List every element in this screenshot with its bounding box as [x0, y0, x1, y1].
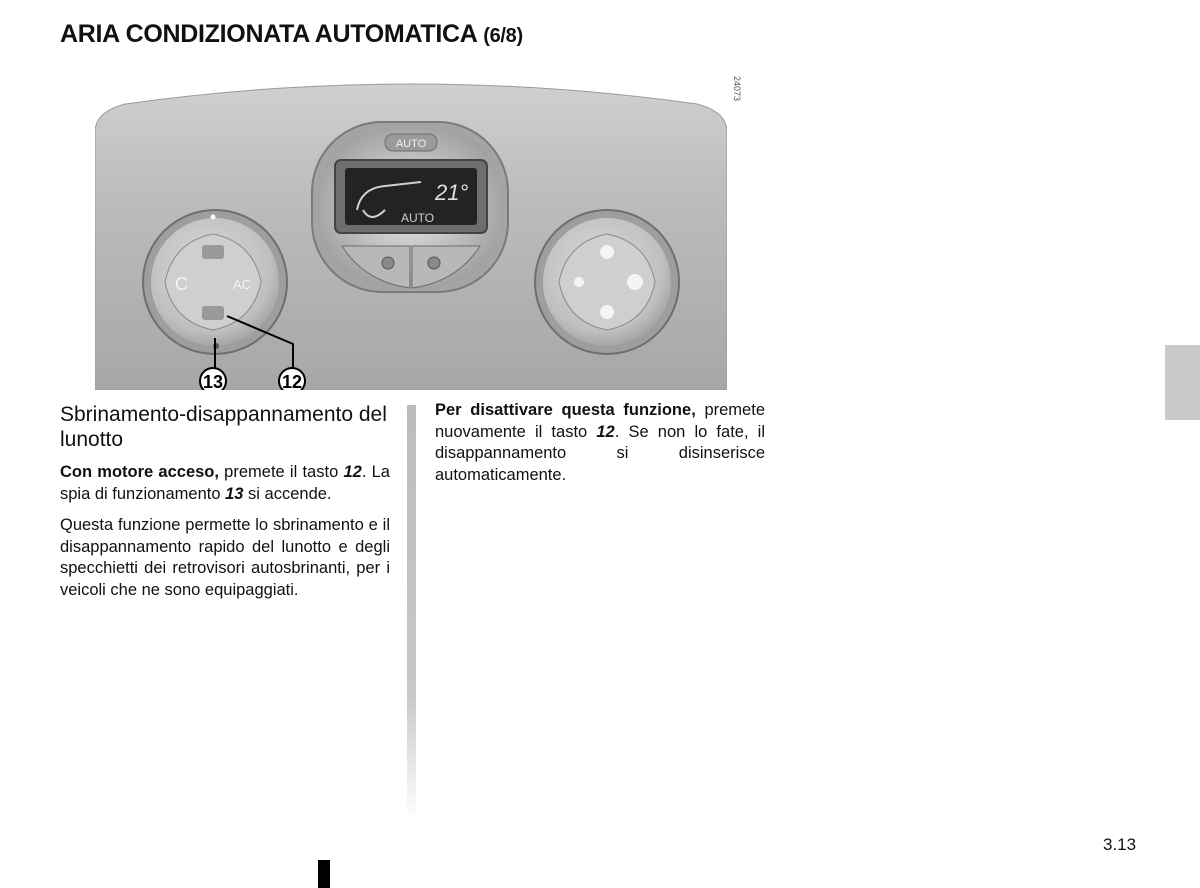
callout-12 — [279, 368, 305, 390]
rear-defrost-button — [202, 306, 224, 320]
recirc-label: C — [175, 274, 188, 294]
chapter-tab — [1165, 345, 1200, 420]
center-display-unit — [312, 122, 508, 292]
auto-button-label: AUTO — [395, 138, 427, 150]
ref-12: 12 — [596, 422, 615, 441]
svg-text:13: 13 — [202, 372, 224, 390]
svg-text:12: 12 — [281, 372, 303, 390]
display-temperature: 21° — [435, 180, 469, 205]
climate-panel-figure — [95, 82, 727, 390]
display-mode: AUTO — [401, 211, 435, 225]
ref-12: 12 — [343, 463, 362, 481]
ac-label: AC — [233, 277, 252, 292]
left-column — [60, 400, 390, 611]
page-title: ARIA CONDIZIONATA AUTOMATICA (6/8) — [60, 20, 523, 48]
ref-13: 13 — [225, 484, 244, 503]
right-control-knob — [535, 210, 679, 354]
section-counter: (6/8) — [483, 25, 523, 47]
paragraph-3: Per disattivare questa funzione, premete nuovamente il tasto 12. Se non lo fate, il disappannamento si disinserisce automaticamente. — [435, 401, 766, 484]
column-divider — [407, 405, 416, 820]
paragraph-2: Questa funzione permette lo sbrinamento e il disappannamento rapido del lunotto e degli specchietti dei retrovisori autosbrinanti, per i veicoli che ne sono equipaggiati. — [60, 516, 390, 599]
paragraph-1: Con motore acceso, premete il tasto 12. La spia di funzionamento 13 si accende. — [60, 463, 390, 503]
figure-code: 24073 — [732, 76, 742, 102]
right-column — [435, 400, 765, 496]
callout-13 — [200, 368, 226, 390]
page-number: 3.13 — [1103, 835, 1137, 854]
print-mark — [318, 860, 330, 888]
section-heading: Sbrinamento-disappannamento del lunotto — [60, 403, 387, 451]
